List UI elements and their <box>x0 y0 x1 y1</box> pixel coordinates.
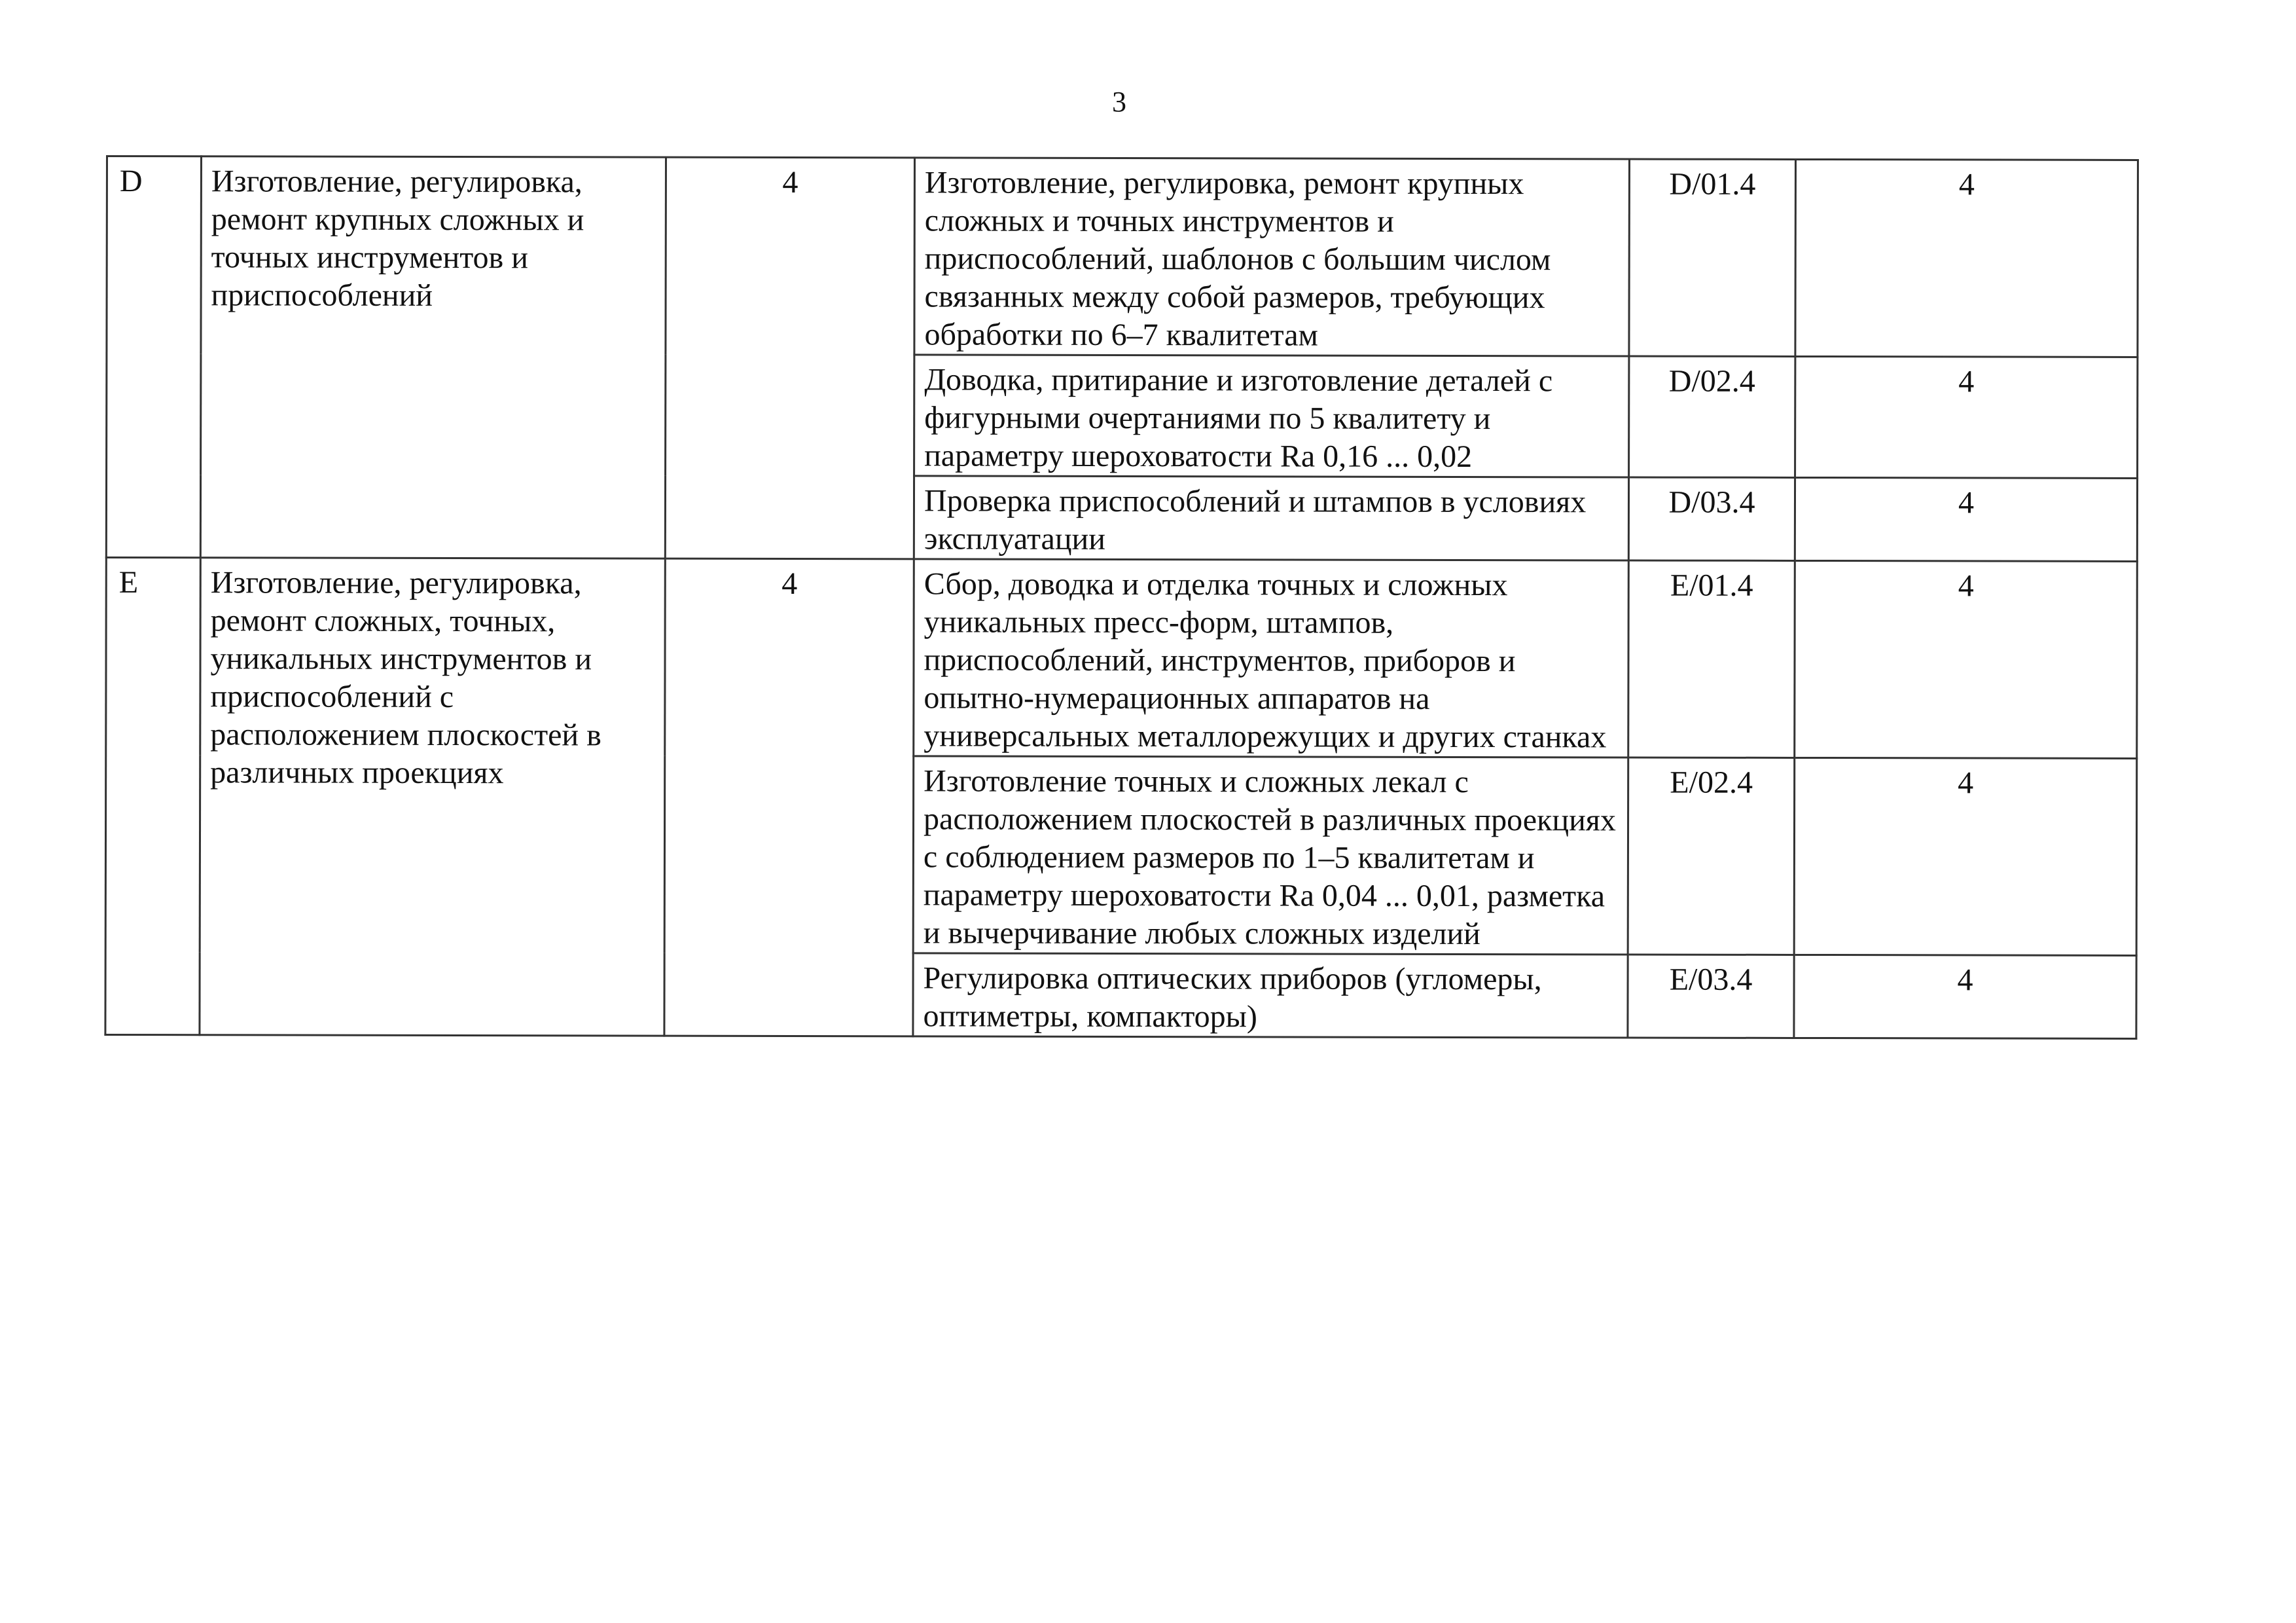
page-number: 3 <box>1112 86 1126 118</box>
labor-function-code: D/02.4 <box>1629 356 1795 477</box>
labor-function-code: E/01.4 <box>1628 560 1795 757</box>
labor-function-level: 4 <box>1795 477 2137 561</box>
labor-function-level: 4 <box>1795 560 2138 758</box>
table-row <box>107 156 2138 357</box>
labor-function-code: E/03.4 <box>1628 955 1794 1038</box>
labor-function-code: D/03.4 <box>1628 477 1795 560</box>
labor-functions-table <box>104 155 2139 1040</box>
labor-function-name: Доводка, притирание и изготовление деталей с фигурными очертаниями по 5 квалитету и параметру шероховатости Ra 0,16 ... 0,02 <box>914 355 1629 477</box>
generalized-function-name: Изготовление, регулировка, ремонт крупных сложных и точных инструментов и приспособлений <box>200 156 666 558</box>
labor-function-code: D/01.4 <box>1629 159 1796 356</box>
labor-function-name: Сбор, доводка и отделка точных и сложных уникальных пресс-форм, штампов, приспособлений, инструментов, приборов и опытно-нумерационных аппаратов на универсальных металлорежущих и других станках <box>914 559 1629 757</box>
qualification-level: 4 <box>664 558 914 1036</box>
labor-function-name: Изготовление точных и сложных лекал с расположением плоскостей в различных проекциях с соблюдением размеров по 1–5 квалитетам и параметру шероховатости Ra 0,04 ... 0,01, разметка и вычерчивание любых сложных изделий <box>913 756 1628 955</box>
labor-function-level: 4 <box>1794 955 2136 1038</box>
labor-function-name: Проверка приспособлений и штампов в условиях эксплуатации <box>914 476 1628 560</box>
labor-function-level: 4 <box>1795 159 2138 357</box>
generalized-function-name: Изготовление, регулировка, ремонт сложных, точных, уникальных инструментов и приспособлений с расположением плоскостей в различных проекциях <box>200 558 665 1036</box>
generalized-function-code: E <box>105 558 200 1035</box>
labor-function-level: 4 <box>1795 356 2138 478</box>
generalized-function-code: D <box>106 156 201 558</box>
labor-function-name: Регулировка оптических приборов (угломеры, оптиметры, компакторы) <box>913 953 1628 1038</box>
labor-function-name: Изготовление, регулировка, ремонт крупных сложных и точных инструментов и приспособлений, шаблонов с большим числом связанных между собой размеров, требующих обработки по 6–7 квалитетам <box>914 158 1630 356</box>
labor-function-code: E/02.4 <box>1628 757 1795 955</box>
qualification-level: 4 <box>665 157 914 559</box>
labor-function-level: 4 <box>1794 757 2137 955</box>
table-row <box>106 558 2138 759</box>
